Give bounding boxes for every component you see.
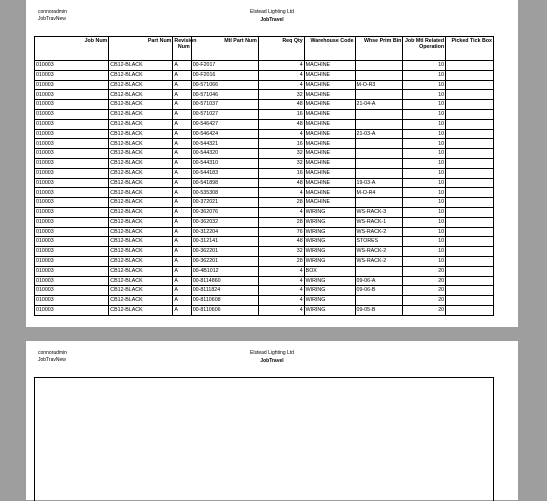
column-header: Mtl Part Num (191, 37, 258, 61)
table-cell (446, 158, 494, 168)
table-cell: 00-8110606 (191, 305, 258, 315)
table-cell (446, 129, 494, 139)
table-cell (446, 286, 494, 296)
table-cell (355, 61, 403, 71)
table-cell: MACHINE (304, 149, 355, 159)
table-cell: BOX (304, 266, 355, 276)
table-cell: WS-RACK-2 (355, 227, 403, 237)
table-cell: 4 (258, 61, 304, 71)
table-cell: 00-544310 (191, 158, 258, 168)
table-row (35, 61, 494, 71)
table-cell (446, 207, 494, 217)
table-cell: 010003 (35, 266, 109, 276)
table-cell (446, 256, 494, 266)
company-name: Elstead Lighting Ltd (250, 9, 294, 15)
table-cell (446, 149, 494, 159)
table-cell: 00-546424 (191, 129, 258, 139)
table-cell: 10 (403, 207, 446, 217)
table-cell: A (173, 237, 191, 247)
table-frame (34, 377, 494, 501)
table-cell: 010003 (35, 139, 109, 149)
table-cell: 010003 (35, 227, 109, 237)
table-cell: WS-RACK-1 (355, 217, 403, 227)
table-cell: 00-571066 (191, 80, 258, 90)
table-cell: MACHINE (304, 70, 355, 80)
table-cell: 48 (258, 178, 304, 188)
table-cell: WIRING (304, 247, 355, 257)
table-cell (446, 70, 494, 80)
table-cell: CB12-BLACK (109, 247, 173, 257)
table-cell: MACHINE (304, 198, 355, 208)
job-material-table (34, 36, 494, 316)
table-cell: 010003 (35, 296, 109, 306)
table-cell: MACHINE (304, 61, 355, 71)
table-cell: MACHINE (304, 139, 355, 149)
table-cell: M-O-R3 (355, 80, 403, 90)
table-cell: 4 (258, 305, 304, 315)
table-cell: 10 (403, 80, 446, 90)
table-cell: 010003 (35, 217, 109, 227)
column-header: Whse Prim Bin (355, 37, 403, 61)
report-user: connoradmin (38, 9, 67, 15)
table-body (35, 61, 494, 316)
table-cell: 010003 (35, 129, 109, 139)
report-page-1 (26, 0, 518, 327)
report-name: JobTravNew (38, 357, 66, 363)
table-cell: 00-4B1012 (191, 266, 258, 276)
table-cell: WIRING (304, 296, 355, 306)
table-cell: 4 (258, 70, 304, 80)
table-cell: 10 (403, 237, 446, 247)
table-cell: 16 (258, 139, 304, 149)
table-cell: A (173, 129, 191, 139)
table-cell: 09-05-B (355, 305, 403, 315)
table-cell: CB12-BLACK (109, 100, 173, 110)
column-header: Picked Tick Box (446, 37, 494, 61)
table-cell: 21-04-A (355, 100, 403, 110)
table-cell: 10 (403, 178, 446, 188)
table-cell: CB12-BLACK (109, 237, 173, 247)
table-cell: 010003 (35, 149, 109, 159)
table-cell: 10 (403, 227, 446, 237)
table-cell: MACHINE (304, 80, 355, 90)
table-row (35, 256, 494, 266)
table-cell: 010003 (35, 198, 109, 208)
column-header: Req Qty (258, 37, 304, 61)
table-cell: 28 (258, 198, 304, 208)
table-cell: 00-362076 (191, 207, 258, 217)
table-row (35, 149, 494, 159)
table-cell: CB12-BLACK (109, 207, 173, 217)
table-cell: 00-8110608 (191, 296, 258, 306)
table-cell: A (173, 178, 191, 188)
table-cell: CB12-BLACK (109, 256, 173, 266)
table-row (35, 237, 494, 247)
table-row (35, 188, 494, 198)
table-cell: 00-571046 (191, 90, 258, 100)
table-cell: CB12-BLACK (109, 80, 173, 90)
table-cell: A (173, 305, 191, 315)
table-cell: 4 (258, 266, 304, 276)
table-row (35, 217, 494, 227)
table-cell (355, 90, 403, 100)
table-cell: A (173, 217, 191, 227)
table-cell: 10 (403, 188, 446, 198)
table-cell (355, 296, 403, 306)
table-cell: A (173, 119, 191, 129)
table-cell: 010003 (35, 207, 109, 217)
table-cell (355, 266, 403, 276)
table-cell: 10 (403, 139, 446, 149)
report-title: JobTravel (260, 358, 284, 364)
table-row (35, 109, 494, 119)
table-cell: WIRING (304, 305, 355, 315)
table-cell (446, 139, 494, 149)
table-cell: CB12-BLACK (109, 286, 173, 296)
table-cell: 20 (403, 296, 446, 306)
table-cell: 00-312204 (191, 227, 258, 237)
table-cell: MACHINE (304, 129, 355, 139)
table-cell: A (173, 80, 191, 90)
table-row (35, 296, 494, 306)
table-cell: 4 (258, 129, 304, 139)
column-header: Job Num (35, 37, 109, 61)
table-cell: 010003 (35, 90, 109, 100)
table-row (35, 227, 494, 237)
table-cell: CB12-BLACK (109, 90, 173, 100)
table-cell: 00-362032 (191, 217, 258, 227)
table-cell: 4 (258, 276, 304, 286)
table-cell (446, 217, 494, 227)
table-cell: A (173, 100, 191, 110)
table-cell: 010003 (35, 168, 109, 178)
table-cell: 00-544320 (191, 149, 258, 159)
table-cell (446, 296, 494, 306)
table-cell (355, 70, 403, 80)
table-cell: 16 (258, 109, 304, 119)
table-cell: 4 (258, 296, 304, 306)
table-cell: A (173, 168, 191, 178)
table-cell (446, 100, 494, 110)
table-cell: STORES (355, 237, 403, 247)
table-cell (446, 109, 494, 119)
table-cell (446, 247, 494, 257)
table-cell (446, 80, 494, 90)
table-cell: WIRING (304, 276, 355, 286)
table-cell: 10 (403, 168, 446, 178)
table-cell: 10 (403, 198, 446, 208)
table-row (35, 90, 494, 100)
table-cell (446, 61, 494, 71)
company-name: Elstead Lighting Ltd (250, 350, 294, 356)
table-cell: 00-362201 (191, 256, 258, 266)
table-cell: 00-535308 (191, 188, 258, 198)
table-cell: 00-372021 (191, 198, 258, 208)
table-cell: 10 (403, 119, 446, 129)
table-row (35, 129, 494, 139)
table-cell: WS-RACK-3 (355, 207, 403, 217)
table-cell: 10 (403, 129, 446, 139)
table-cell: 010003 (35, 237, 109, 247)
table-cell: A (173, 158, 191, 168)
table-cell: 10 (403, 100, 446, 110)
table-row (35, 305, 494, 315)
table-cell: 19-03-A (355, 178, 403, 188)
table-row (35, 100, 494, 110)
table-cell: MACHINE (304, 178, 355, 188)
table-cell (446, 168, 494, 178)
table-cell (446, 119, 494, 129)
table-row (35, 247, 494, 257)
table-cell: 010003 (35, 286, 109, 296)
table-cell: 00-8114860 (191, 276, 258, 286)
table-cell: 4 (258, 207, 304, 217)
table-cell: CB12-BLACK (109, 276, 173, 286)
table-cell: CB12-BLACK (109, 296, 173, 306)
table-cell: 010003 (35, 188, 109, 198)
table-cell: CB12-BLACK (109, 139, 173, 149)
table-cell: CB12-BLACK (109, 61, 173, 71)
table-cell: A (173, 90, 191, 100)
table-cell: A (173, 247, 191, 257)
table-row (35, 70, 494, 80)
table-cell: WIRING (304, 286, 355, 296)
table-cell: M-O-R4 (355, 188, 403, 198)
table-cell: A (173, 109, 191, 119)
column-header: Revision Num (173, 37, 191, 61)
table-cell (446, 227, 494, 237)
table-cell: 00-546427 (191, 119, 258, 129)
table-cell: CB12-BLACK (109, 149, 173, 159)
table-cell: MACHINE (304, 90, 355, 100)
table-row (35, 198, 494, 208)
table-cell: MACHINE (304, 119, 355, 129)
table-row (35, 266, 494, 276)
table-cell: 010003 (35, 178, 109, 188)
table-cell: 32 (258, 158, 304, 168)
table-cell: 48 (258, 119, 304, 129)
table-cell: 010003 (35, 158, 109, 168)
table-cell: 4 (258, 286, 304, 296)
table-cell: WS-RACK-2 (355, 256, 403, 266)
table-cell: 32 (258, 247, 304, 257)
table-row (35, 276, 494, 286)
table-cell: A (173, 149, 191, 159)
report-name: JobTravNew (38, 16, 66, 22)
table-cell: 21-03-A (355, 129, 403, 139)
table-cell: 32 (258, 90, 304, 100)
table-cell: MACHINE (304, 100, 355, 110)
table-cell: A (173, 276, 191, 286)
table-cell: WIRING (304, 237, 355, 247)
table-cell: 20 (403, 305, 446, 315)
table-cell: 4 (258, 188, 304, 198)
table-cell: 10 (403, 90, 446, 100)
table-cell: 00-F2016 (191, 70, 258, 80)
table-cell: 010003 (35, 109, 109, 119)
table-cell: CB12-BLACK (109, 158, 173, 168)
table-cell: A (173, 256, 191, 266)
table-cell: CB12-BLACK (109, 129, 173, 139)
table-header-row (35, 37, 494, 61)
table-cell: CB12-BLACK (109, 227, 173, 237)
table-cell: 010003 (35, 276, 109, 286)
table-cell: 10 (403, 217, 446, 227)
table-cell: 10 (403, 70, 446, 80)
table-cell: 00-362201 (191, 247, 258, 257)
table-cell: A (173, 139, 191, 149)
table-cell: 10 (403, 61, 446, 71)
table-cell (446, 305, 494, 315)
table-cell: A (173, 70, 191, 80)
table-cell (355, 139, 403, 149)
table-cell: MACHINE (304, 109, 355, 119)
table-cell (355, 149, 403, 159)
table-cell (446, 198, 494, 208)
table-cell: A (173, 286, 191, 296)
table-cell: A (173, 61, 191, 71)
table-cell: 48 (258, 100, 304, 110)
table-cell (355, 119, 403, 129)
table-cell: 20 (403, 266, 446, 276)
table-cell: 010003 (35, 70, 109, 80)
table-cell: CB12-BLACK (109, 119, 173, 129)
table-cell: WIRING (304, 207, 355, 217)
table-cell: 00-541898 (191, 178, 258, 188)
table-cell: CB12-BLACK (109, 109, 173, 119)
table-cell (446, 237, 494, 247)
table-cell: 10 (403, 247, 446, 257)
table-cell: MACHINE (304, 188, 355, 198)
table-cell (446, 178, 494, 188)
table-cell: 00-312141 (191, 237, 258, 247)
table-cell: 76 (258, 227, 304, 237)
table-row (35, 286, 494, 296)
table-cell: A (173, 266, 191, 276)
table-cell: WIRING (304, 217, 355, 227)
table-cell: WIRING (304, 256, 355, 266)
table-cell: A (173, 227, 191, 237)
table-cell: CB12-BLACK (109, 178, 173, 188)
table-cell: 00-8111824 (191, 286, 258, 296)
column-header: Job Mtl Related Operation (403, 37, 446, 61)
table-cell: CB12-BLACK (109, 198, 173, 208)
table-cell: A (173, 198, 191, 208)
column-header: Warehouse Code (304, 37, 355, 61)
table-cell: CB12-BLACK (109, 168, 173, 178)
table-cell: 00-F2017 (191, 61, 258, 71)
table-cell: A (173, 188, 191, 198)
table-cell: CB12-BLACK (109, 217, 173, 227)
table-cell: 10 (403, 149, 446, 159)
table-cell (446, 266, 494, 276)
table-cell: 00-571027 (191, 109, 258, 119)
table-cell: MACHINE (304, 168, 355, 178)
report-user: connoradmin (38, 350, 67, 356)
table-cell: 00-544321 (191, 139, 258, 149)
table-cell: 010003 (35, 100, 109, 110)
table-cell (446, 90, 494, 100)
table-cell: WS-RACK-2 (355, 247, 403, 257)
table-cell (446, 188, 494, 198)
table-cell: 4 (258, 80, 304, 90)
column-header: Part Num (109, 37, 173, 61)
table-cell: MACHINE (304, 158, 355, 168)
table-cell: 00-571037 (191, 100, 258, 110)
table-cell: 010003 (35, 247, 109, 257)
table-row (35, 207, 494, 217)
report-page-2 (26, 341, 518, 500)
table-cell: 010003 (35, 119, 109, 129)
table-cell: 10 (403, 256, 446, 266)
table-cell (355, 198, 403, 208)
table-cell: 010003 (35, 61, 109, 71)
table-row (35, 158, 494, 168)
table-row (35, 119, 494, 129)
table-cell: 28 (258, 217, 304, 227)
table-cell: CB12-BLACK (109, 266, 173, 276)
table-cell: A (173, 207, 191, 217)
table-row (35, 80, 494, 90)
table-cell: CB12-BLACK (109, 188, 173, 198)
table-cell: 10 (403, 158, 446, 168)
table-cell: 48 (258, 237, 304, 247)
table-cell: 32 (258, 149, 304, 159)
table-cell: 20 (403, 286, 446, 296)
table-row (35, 139, 494, 149)
table-cell: 00-544183 (191, 168, 258, 178)
table-cell (355, 168, 403, 178)
table-cell: 20 (403, 276, 446, 286)
table-row (35, 178, 494, 188)
table-cell: 28 (258, 256, 304, 266)
table-cell: WIRING (304, 227, 355, 237)
table-cell: 09-06-B (355, 286, 403, 296)
table-cell: 09-06-A (355, 276, 403, 286)
table-row (35, 168, 494, 178)
table-cell: A (173, 296, 191, 306)
table-cell (446, 276, 494, 286)
table-cell: 010003 (35, 305, 109, 315)
table-cell: 16 (258, 168, 304, 178)
report-title: JobTravel (260, 17, 284, 23)
table-cell: 010003 (35, 256, 109, 266)
table-cell: 010003 (35, 80, 109, 90)
table-cell: CB12-BLACK (109, 70, 173, 80)
table-cell (355, 158, 403, 168)
table-cell: 10 (403, 109, 446, 119)
table-cell (355, 109, 403, 119)
table-cell: CB12-BLACK (109, 305, 173, 315)
